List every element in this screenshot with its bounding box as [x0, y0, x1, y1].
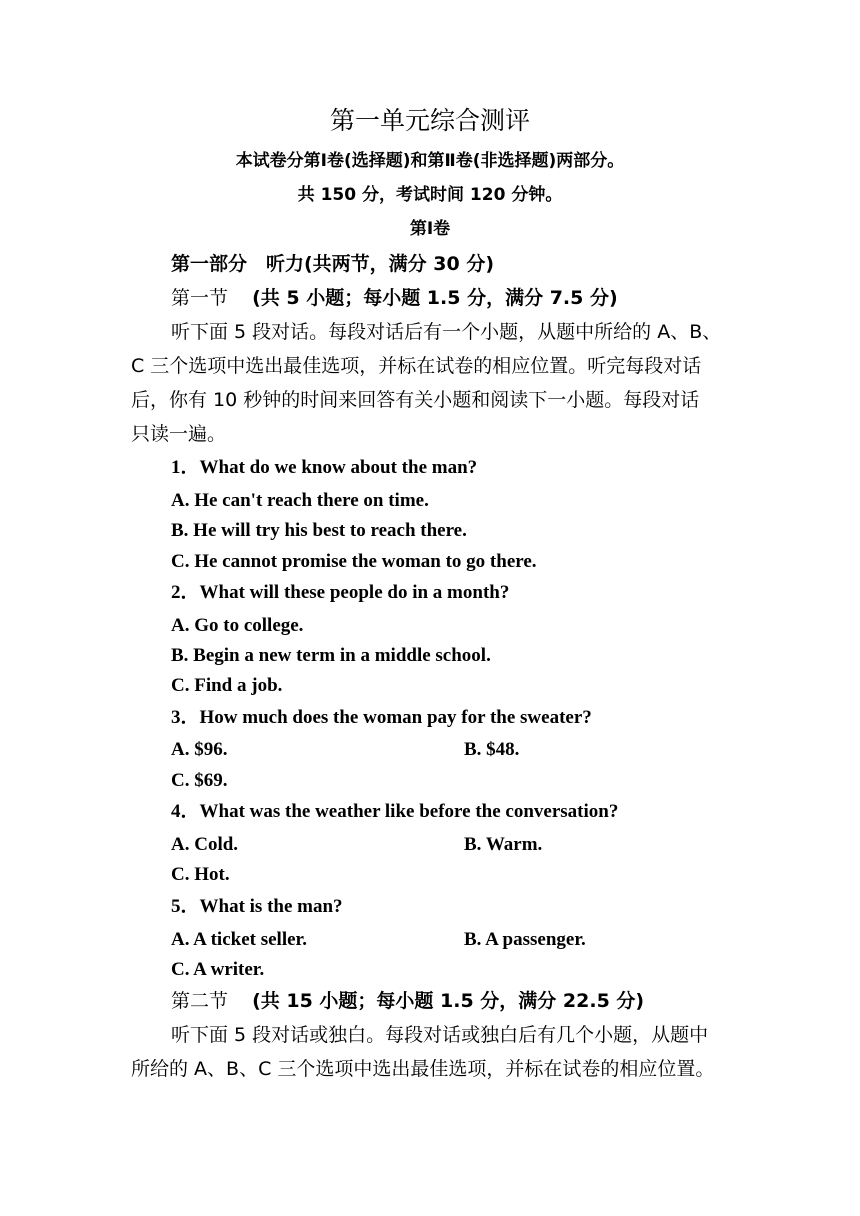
instructions2-line2: 所给的 A、B、C 三个选项中选出最佳选项，并标在试卷的相应位置。 — [131, 1058, 715, 1080]
section1-label: 第一节 — [171, 287, 229, 309]
question-3-option-a: A. $96. — [171, 739, 228, 760]
question-3: 3．How much does the woman pay for the sweater? — [171, 707, 592, 728]
question-2: 2．What will these people do in a month? — [171, 582, 510, 603]
question-2-option-b: B. Begin a new term in a middle school. — [171, 645, 491, 666]
question-1-option-c: C. He cannot promise the woman to go there. — [171, 551, 537, 572]
score-time-note: 共 150 分，考试时间 120 分钟。 — [297, 185, 563, 205]
section2-label: 第二节 — [171, 990, 229, 1012]
question-3-option-c: C. $69. — [171, 770, 228, 791]
question-5-option-a: A. A ticket seller. — [171, 929, 307, 950]
question-1: 1．What do we know about the man? — [171, 457, 478, 478]
question-4: 4．What was the weather like before the conversation? — [171, 801, 619, 822]
instructions1-line2: C 三个选项中选出最佳选项，并标在试卷的相应位置。听完每段对话 — [131, 355, 702, 377]
question-4-option-b: B. Warm. — [464, 834, 543, 855]
question-5: 5．What is the man? — [171, 896, 343, 917]
page-title: 第一单元综合测评 — [329, 106, 530, 135]
question-1-option-b: B. He will try his best to reach there. — [171, 520, 467, 541]
question-2-option-c: C. Find a job. — [171, 675, 283, 696]
question-5-option-c: C. A writer. — [171, 959, 265, 980]
question-4-option-c: C. Hot. — [171, 864, 230, 885]
question-3-option-b: B. $48. — [464, 739, 520, 760]
part-heading: 第一部分 听力(共两节，满分 30 分) — [171, 253, 495, 275]
exam-structure-note: 本试卷分第Ⅰ卷(选择题)和第Ⅱ卷(非选择题)两部分。 — [235, 151, 625, 171]
section2-info: (共 15 小题；每小题 1.5 分，满分 22.5 分) — [252, 990, 645, 1012]
section2-heading — [171, 985, 644, 1017]
section1-heading — [171, 282, 618, 314]
volume-heading: 第Ⅰ卷 — [409, 219, 451, 239]
question-1-option-a: A. He can't reach there on time. — [171, 490, 429, 511]
instructions1-line4: 只读一遍。 — [131, 423, 227, 445]
section1-info: (共 5 小题；每小题 1.5 分，满分 7.5 分) — [252, 287, 618, 309]
question-5-option-b: B. A passenger. — [464, 929, 586, 950]
question-4-option-a: A. Cold. — [171, 834, 239, 855]
instructions1-line1: 听下面 5 段对话。每段对话后有一个小题，从题中所给的 A、B、 — [171, 321, 722, 343]
instructions2-line1: 听下面 5 段对话或独白。每段对话或独白后有几个小题，从题中 — [171, 1024, 709, 1046]
instructions1-line3: 后，你有 10 秒钟的时间来回答有关小题和阅读下一小题。每段对话 — [131, 389, 700, 411]
question-2-option-a: A. Go to college. — [171, 615, 304, 636]
